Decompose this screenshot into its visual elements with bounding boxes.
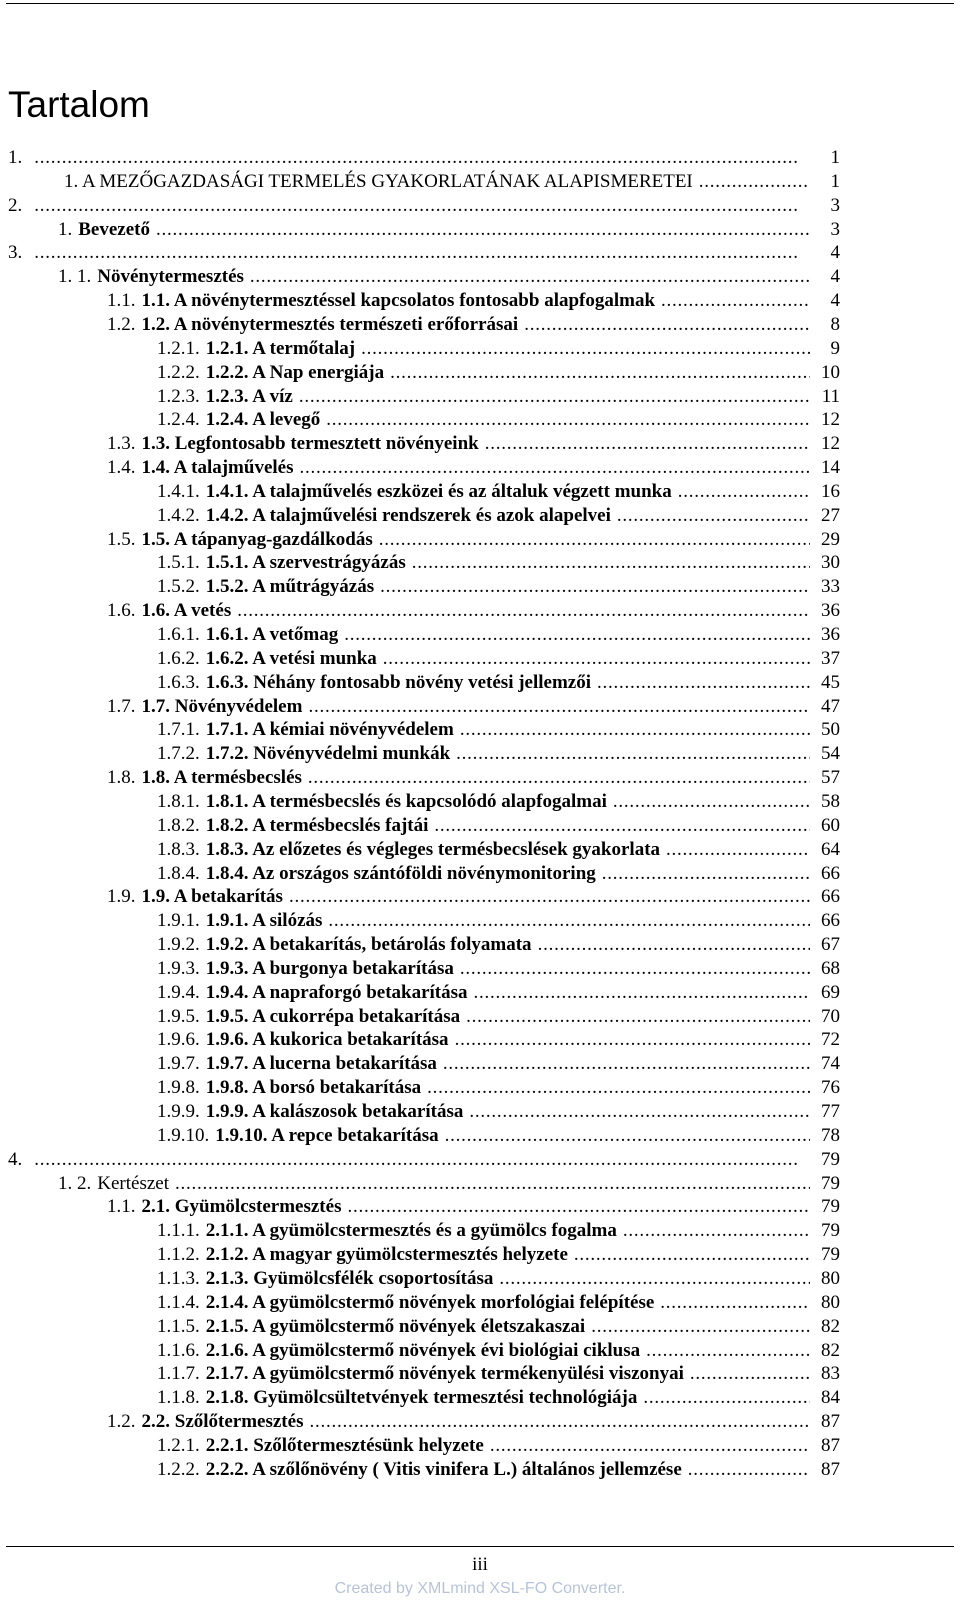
toc-entry-title: 1.2.4. A levegő — [205, 409, 321, 431]
toc-dot-leader — [156, 218, 810, 242]
toc-entry-page: 45 — [821, 671, 840, 693]
toc-entry[interactable] — [157, 337, 840, 361]
toc-entry-page: 27 — [821, 504, 840, 526]
toc-entry-number: 1.8.2. — [157, 814, 200, 836]
toc-entry-page: 70 — [821, 1005, 840, 1027]
toc-dot-leader — [34, 241, 810, 265]
toc-entry-number: 2. — [8, 194, 23, 216]
toc-entry-number: 1.1.8. — [157, 1387, 200, 1409]
toc-entry-title: 1.1. A növénytermesztéssel kapcsolatos fontosabb alapfogalmak — [141, 290, 656, 312]
toc-entry-page: 37 — [821, 647, 840, 669]
toc-dot-leader — [524, 313, 810, 337]
toc-entry-page: 14 — [821, 457, 840, 479]
toc-entry-number: 1.1.4. — [157, 1291, 200, 1313]
toc-entry-number: 1.9.6. — [157, 1029, 200, 1051]
toc-entry-title: Növénytermesztés — [97, 266, 244, 288]
toc-entry-number: 1.7.1. — [157, 719, 200, 741]
toc-entry-title: 1.8.2. A termésbecslés fajtái — [205, 814, 429, 836]
toc-dot-leader — [688, 1458, 810, 1482]
toc-entry[interactable] — [107, 289, 840, 313]
toc-dot-leader — [250, 265, 810, 289]
toc-entry-title: 1.9.5. A cukorrépa betakarítása — [205, 1005, 461, 1027]
toc-entry-number: 1.1.3. — [157, 1267, 200, 1289]
toc-entry-title: 1.9.7. A lucerna betakarítása — [205, 1053, 437, 1075]
toc-entry-number: 1.2.1. — [157, 337, 200, 359]
converter-watermark: Created by XMLmind XSL-FO Converter. — [334, 1580, 626, 1597]
toc-entry-page: 3 — [830, 218, 840, 240]
toc-entry-page: 66 — [821, 862, 840, 884]
toc-entry[interactable] — [157, 408, 840, 432]
toc-entry[interactable] — [157, 647, 840, 671]
toc-dot-leader — [666, 838, 810, 862]
toc-entry-number: 1.9.1. — [157, 910, 200, 932]
toc-entry-number: 1.8.3. — [157, 838, 200, 860]
toc-entry-page: 58 — [821, 790, 840, 812]
toc-entry-title: 1.2.2. A Nap energiája — [205, 361, 385, 383]
toc-entry-number: 1.9. — [107, 886, 136, 908]
toc-entry[interactable] — [157, 862, 840, 886]
toc-entry-page: 76 — [821, 1077, 840, 1099]
toc-entry-title: 1.9.8. A borsó betakarítása — [205, 1077, 422, 1099]
toc-entry-page: 4 — [830, 242, 840, 264]
toc-dot-leader — [344, 623, 810, 647]
toc-entry-title: 1.9.6. A kukorica betakarítása — [205, 1029, 449, 1051]
toc-entry-page: 16 — [821, 480, 840, 502]
toc-entry-page: 87 — [821, 1458, 840, 1480]
toc-dot-leader — [309, 1410, 810, 1434]
toc-entry-title: 1.5.1. A szervestrágyázás — [205, 552, 406, 574]
toc-entry-page: 79 — [821, 1196, 840, 1218]
toc-entry-number: 1.9.8. — [157, 1077, 200, 1099]
toc-dot-leader — [412, 551, 810, 575]
toc-entry[interactable] — [107, 1195, 840, 1219]
toc-entry[interactable] — [107, 528, 840, 552]
toc-entry-page: 82 — [821, 1315, 840, 1337]
toc-entry-number: 1.4.1. — [157, 480, 200, 502]
toc-entry-number: 1.7. — [107, 695, 136, 717]
top-rule — [6, 3, 954, 4]
toc-entry-number: 1. — [8, 147, 23, 168]
toc-entry-page: 80 — [821, 1291, 840, 1313]
toc-entry-title: 2.2. Szőlőtermesztés — [141, 1411, 304, 1433]
toc-dot-leader — [427, 1076, 810, 1100]
toc-dot-leader — [460, 718, 810, 742]
toc-entry-page: 33 — [821, 576, 840, 598]
toc-entry-page: 9 — [830, 337, 840, 359]
toc-entry-page: 77 — [821, 1101, 840, 1122]
toc-entry[interactable] — [8, 146, 840, 170]
toc-dot-leader — [613, 790, 810, 814]
toc-entry-page: 82 — [821, 1339, 840, 1361]
toc-entry-number: 1. 1. — [58, 266, 92, 288]
toc-dot-leader — [538, 933, 810, 957]
toc-entry-number: 1.8. — [107, 767, 136, 789]
page-title: Tartalom — [8, 84, 150, 125]
toc-entry-page: 57 — [821, 767, 840, 789]
toc-entry-page: 30 — [821, 552, 840, 574]
toc-entry[interactable] — [157, 718, 840, 742]
toc-dot-leader — [379, 528, 810, 552]
toc-dot-leader — [237, 599, 810, 623]
toc-entry-page: 69 — [821, 981, 840, 1003]
toc-entry-number: 1. — [58, 218, 73, 240]
toc-entry-number: 1.2.1. — [157, 1434, 200, 1456]
toc-entry-title: 1.5.2. A műtrágyázás — [205, 576, 375, 598]
toc-entry[interactable] — [107, 456, 840, 480]
toc-entry-number: 3. — [8, 242, 23, 264]
toc-entry-title: 1.8.3. Az előzetes és végleges termésbecslések gyakorlata — [205, 838, 661, 860]
toc-entry-title: 2.1.6. A gyümölcstermő növények évi biológiai ciklusa — [205, 1339, 641, 1361]
toc-entry-page: 60 — [821, 814, 840, 836]
toc-entry[interactable] — [107, 766, 840, 790]
toc-entry-number: 1.3. — [107, 433, 136, 455]
toc-entry-page: 12 — [821, 409, 840, 431]
toc-entry[interactable] — [157, 1005, 840, 1029]
toc-entry[interactable] — [157, 1315, 840, 1339]
toc-entry[interactable] — [157, 671, 840, 695]
toc-entry-number: 1.1.7. — [157, 1363, 200, 1385]
toc-entry-title: 1.8. A termésbecslés — [141, 767, 302, 789]
toc-dot-leader — [299, 385, 810, 409]
toc-entry-page: 67 — [821, 934, 840, 956]
toc-entry-number: 1.1.5. — [157, 1315, 200, 1337]
toc-entry-page: 83 — [821, 1363, 840, 1385]
toc-entry[interactable] — [107, 1410, 840, 1434]
toc-entry-title: 1.9.3. A burgonya betakarítása — [205, 957, 454, 979]
toc-entry-number: 1.6.2. — [157, 647, 200, 669]
toc-dot-leader — [361, 337, 810, 361]
toc-entry-number: 1.5.1. — [157, 552, 200, 574]
toc-entry-title: 1.8.1. A termésbecslés és kapcsolódó alapfogalmai — [205, 790, 607, 812]
toc-entry[interactable] — [157, 1434, 840, 1458]
toc-entry-title: 2.1.4. A gyümölcstermő növények morfológiai felépítése — [205, 1291, 655, 1313]
toc-entry-number: 1.5.2. — [157, 576, 200, 598]
toc-entry-number: 1.9.5. — [157, 1005, 200, 1027]
toc-dot-leader — [34, 194, 810, 218]
toc-entry-title: 2.2.1. Szőlőtermesztésünk helyzete — [205, 1434, 484, 1456]
toc-entry-number: 1.2.3. — [157, 385, 200, 407]
toc-entry[interactable] — [157, 551, 840, 575]
toc-entry-title: 1.2. A növénytermesztés természeti erőforrásai — [141, 313, 519, 335]
toc-entry-number: 1. 2. — [58, 1172, 92, 1194]
toc-entry-number: 1.9.2. — [157, 934, 200, 956]
toc-entry-title: Kertészet — [97, 1172, 169, 1194]
toc-entry[interactable] — [157, 838, 840, 862]
toc-dot-leader — [490, 1434, 810, 1458]
toc-entry-number: 1.7.2. — [157, 743, 200, 765]
toc-dot-leader — [699, 170, 810, 194]
toc-entry-number: 1.9.10. — [157, 1124, 210, 1146]
toc-dot-leader — [597, 671, 810, 695]
toc-entry-page: 3 — [830, 194, 840, 216]
toc-entry-page: 68 — [821, 957, 840, 979]
toc-entry-number: 1.4.2. — [157, 504, 200, 526]
toc-dot-leader — [308, 695, 810, 719]
toc-dot-leader — [469, 1100, 810, 1124]
toc-entry[interactable] — [107, 695, 840, 719]
toc-dot-leader — [623, 1219, 810, 1243]
toc-dot-leader — [390, 361, 810, 385]
toc-entry-page: 64 — [821, 838, 840, 860]
toc-entry-page: 11 — [821, 385, 840, 407]
toc-entry-title: 2.1.3. Gyümölcsfélék csoportosítása — [205, 1267, 494, 1289]
toc-dot-leader — [643, 1386, 810, 1410]
toc-entry[interactable] — [157, 1362, 840, 1386]
toc-dot-leader — [466, 1005, 810, 1029]
toc-entry-number: 1.2.4. — [157, 409, 200, 431]
toc-dot-leader — [591, 1315, 810, 1339]
toc-entry-page: 36 — [821, 600, 840, 622]
toc-entry-page: 79 — [821, 1220, 840, 1242]
toc-entry-number: 1.9.4. — [157, 981, 200, 1003]
toc-entry-title: 1.6.1. A vetőmag — [205, 624, 339, 645]
toc-dot-leader — [34, 146, 810, 170]
toc-entry-title: 1.6.3. Néhány fontosabb növény vetési jellemzői — [205, 671, 592, 693]
toc-dot-leader — [308, 766, 810, 790]
toc-entry-page: 66 — [821, 886, 840, 908]
toc-entry[interactable] — [157, 1243, 840, 1267]
toc-entry[interactable] — [157, 1267, 840, 1291]
toc-dot-leader — [460, 957, 810, 981]
toc-entry[interactable] — [157, 814, 840, 838]
toc-entry[interactable] — [157, 1339, 840, 1363]
toc-entry-number: 1.8.4. — [157, 862, 200, 884]
toc-entry[interactable] — [58, 170, 840, 194]
toc-entry-page: 47 — [821, 695, 840, 717]
toc-entry-page: 87 — [821, 1411, 840, 1433]
toc-entry-page: 84 — [821, 1387, 840, 1409]
toc-entry[interactable] — [58, 1172, 840, 1196]
toc-entry-page: 80 — [821, 1267, 840, 1289]
toc-entry[interactable] — [107, 432, 840, 456]
toc-dot-leader — [383, 647, 810, 671]
toc-entry[interactable] — [157, 504, 840, 528]
toc-entry[interactable] — [157, 385, 840, 409]
toc-entry-number: 4. — [8, 1148, 23, 1170]
toc-entry-title: 1.9.9. A kalászosok betakarítása — [205, 1101, 464, 1122]
toc-entry-number: 1.9.7. — [157, 1053, 200, 1075]
toc-entry-page: 66 — [821, 910, 840, 932]
toc-entry[interactable] — [58, 218, 840, 242]
toc-dot-leader — [660, 1291, 810, 1315]
toc-entry-page: 1 — [830, 147, 840, 168]
toc-entry-number: 1.4. — [107, 457, 136, 479]
toc-entry-title: 1.7.2. Növényvédelmi munkák — [205, 743, 451, 765]
toc-entry[interactable] — [8, 194, 840, 218]
toc-entry[interactable] — [157, 790, 840, 814]
toc-entry-title: 1.9.4. A napraforgó betakarítása — [205, 981, 468, 1003]
toc-entry-title: 2.2.2. A szőlőnövény ( Vitis vinifera L.) általános jellemzése — [205, 1458, 682, 1480]
toc-entry-title: 1.2.3. A víz — [205, 385, 293, 407]
toc-dot-leader — [678, 480, 810, 504]
toc-entry-number: 1.1. — [107, 1196, 136, 1218]
toc-entry-title: 2.1.7. A gyümölcstermő növények termékenyülési viszonyai — [205, 1363, 684, 1385]
toc-dot-leader — [443, 1052, 810, 1076]
toc-entry-title: 1.9.1. A silózás — [205, 910, 323, 932]
toc-entry-page: 4 — [830, 266, 840, 288]
toc-entry-title: 1.7.1. A kémiai növényvédelem — [205, 719, 454, 741]
footer-rule — [6, 1546, 954, 1547]
toc-entry-page: 74 — [821, 1053, 840, 1075]
toc-dot-leader — [485, 432, 810, 456]
toc-entry-number: 1.1.2. — [157, 1244, 200, 1266]
toc-entry-page: 79 — [821, 1148, 840, 1170]
toc-entry-title: 2.1. Gyümölcstermesztés — [141, 1196, 342, 1218]
toc-entry-title: 2.1.1. A gyümölcstermesztés és a gyümölcs fogalma — [205, 1220, 617, 1242]
toc-entry-title: 2.1.5. A gyümölcstermő növények életszakaszai — [205, 1315, 586, 1337]
toc-entry[interactable] — [157, 957, 840, 981]
toc-dot-leader — [175, 1172, 810, 1196]
toc-entry-title: 1.2.1. A termőtalaj — [205, 337, 356, 359]
toc-entry-title: 1.5. A tápanyag-gazdálkodás — [141, 528, 373, 550]
toc-dot-leader — [445, 1124, 810, 1148]
toc-entry-page: 10 — [821, 361, 840, 383]
toc-entry-number: 1.2.2. — [157, 1458, 200, 1480]
toc-entry-number: 1.6.1. — [157, 624, 200, 645]
toc-entry[interactable] — [157, 1219, 840, 1243]
toc-dot-leader — [661, 289, 810, 313]
toc-entry[interactable] — [8, 241, 840, 265]
toc-entry-number: 1.8.1. — [157, 790, 200, 812]
toc-dot-leader — [289, 885, 810, 909]
toc-entry-page: 79 — [821, 1172, 840, 1194]
toc-entry-title: 1.4.1. A talajművelés eszközei és az általuk végzett munka — [205, 480, 672, 502]
toc-entry-page: 8 — [830, 313, 840, 335]
toc-entry[interactable] — [58, 265, 840, 289]
toc-entry[interactable] — [107, 885, 840, 909]
toc-entry-title: 1.9.2. A betakarítás, betárolás folyamata — [205, 934, 532, 956]
toc-dot-leader — [690, 1362, 810, 1386]
toc-entry[interactable] — [157, 1028, 840, 1052]
toc-dot-leader — [499, 1267, 810, 1291]
toc-entry-page: 79 — [821, 1244, 840, 1266]
toc-entry-title: 1.9. A betakarítás — [141, 886, 283, 908]
toc-entry-number: 1.1.1. — [157, 1220, 200, 1242]
toc-dot-leader — [34, 1148, 810, 1172]
toc-dot-leader — [456, 742, 810, 766]
toc-entry-page: 50 — [821, 719, 840, 741]
toc-entry[interactable] — [157, 361, 840, 385]
toc-dot-leader — [646, 1339, 810, 1363]
toc-entry-page: 4 — [830, 290, 840, 312]
toc-entry[interactable] — [157, 1291, 840, 1315]
toc-dot-leader — [380, 575, 810, 599]
toc-entry[interactable] — [157, 1076, 840, 1100]
toc-entry-page: 12 — [821, 433, 840, 455]
toc-entry-page: 78 — [821, 1124, 840, 1146]
toc-entry-number: 1.2. — [107, 1411, 136, 1433]
toc-entry[interactable] — [157, 1052, 840, 1076]
page-number: iii — [472, 1554, 488, 1575]
toc-dot-leader — [602, 862, 810, 886]
toc-entry-title: 1.4. A talajművelés — [141, 457, 294, 479]
toc-dot-leader — [347, 1195, 810, 1219]
toc-entry-title: 1.4.2. A talajművelési rendszerek és azok alapelvei — [205, 504, 611, 526]
toc-entry-title: Bevezető — [78, 218, 150, 240]
toc-entry[interactable] — [107, 313, 840, 337]
toc-entry-page: 87 — [821, 1434, 840, 1456]
toc-dot-leader — [328, 909, 810, 933]
toc-dot-leader — [434, 814, 810, 838]
toc-dot-leader — [617, 504, 810, 528]
toc-entry-number: 1.9.3. — [157, 957, 200, 979]
toc-entry-title: 1.9.10. A repce betakarítása — [215, 1124, 439, 1146]
toc-dot-leader — [326, 408, 810, 432]
toc-entry-number: 1.2. — [107, 313, 136, 335]
toc-entry[interactable] — [157, 575, 840, 599]
toc-dot-leader — [455, 1028, 810, 1052]
toc-entry[interactable] — [157, 623, 840, 647]
toc-entry-title: 1.6.2. A vetési munka — [205, 647, 377, 669]
toc-entry[interactable] — [157, 933, 840, 957]
toc-entry-title: 2.1.8. Gyümölcsültetvények termesztési technológiája — [205, 1387, 638, 1409]
toc-entry-page: 1 — [830, 170, 840, 192]
toc-entry-title: 1. A MEZŐGAZDASÁGI TERMELÉS GYAKORLATÁNAK ALAPISMERETEI — [64, 170, 693, 192]
toc-entry[interactable] — [157, 1124, 840, 1148]
toc-entry-title: 1.7. Növényvédelem — [141, 695, 303, 717]
toc-entry[interactable] — [157, 981, 840, 1005]
toc-entry[interactable] — [157, 742, 840, 766]
toc-entry[interactable] — [157, 909, 840, 933]
toc-entry[interactable] — [157, 1386, 840, 1410]
toc-entry-page: 36 — [821, 624, 840, 645]
toc-entry-title: 2.1.2. A magyar gyümölcstermesztés helyzete — [205, 1244, 568, 1266]
toc-entry[interactable] — [157, 1100, 840, 1124]
toc-entry-number: 1.5. — [107, 528, 136, 550]
toc-entry-number: 1.9.9. — [157, 1101, 200, 1122]
toc-entry-number: 1.6.3. — [157, 671, 200, 693]
toc-dot-leader — [300, 456, 811, 480]
toc-entry-page: 54 — [821, 743, 840, 765]
toc-entry-page: 29 — [821, 528, 840, 550]
toc-dot-leader — [574, 1243, 810, 1267]
toc-entry-page: 72 — [821, 1029, 840, 1051]
toc-entry-title: 1.3. Legfontosabb termesztett növényeink — [141, 433, 479, 455]
toc-dot-leader — [474, 981, 810, 1005]
toc-entry-number: 1.6. — [107, 600, 136, 622]
toc-entry[interactable] — [157, 1458, 840, 1482]
toc-entry-title: 1.6. A vetés — [141, 600, 232, 622]
toc-entry-number: 1.1. — [107, 290, 136, 312]
toc-entry[interactable] — [8, 1148, 840, 1172]
toc-entry-number: 1.1.6. — [157, 1339, 200, 1361]
toc-entry[interactable] — [107, 599, 840, 623]
toc-entry[interactable] — [157, 480, 840, 504]
toc-entry-number: 1.2.2. — [157, 361, 200, 383]
toc-entry-title: 1.8.4. Az országos szántóföldi növénymonitoring — [205, 862, 596, 884]
